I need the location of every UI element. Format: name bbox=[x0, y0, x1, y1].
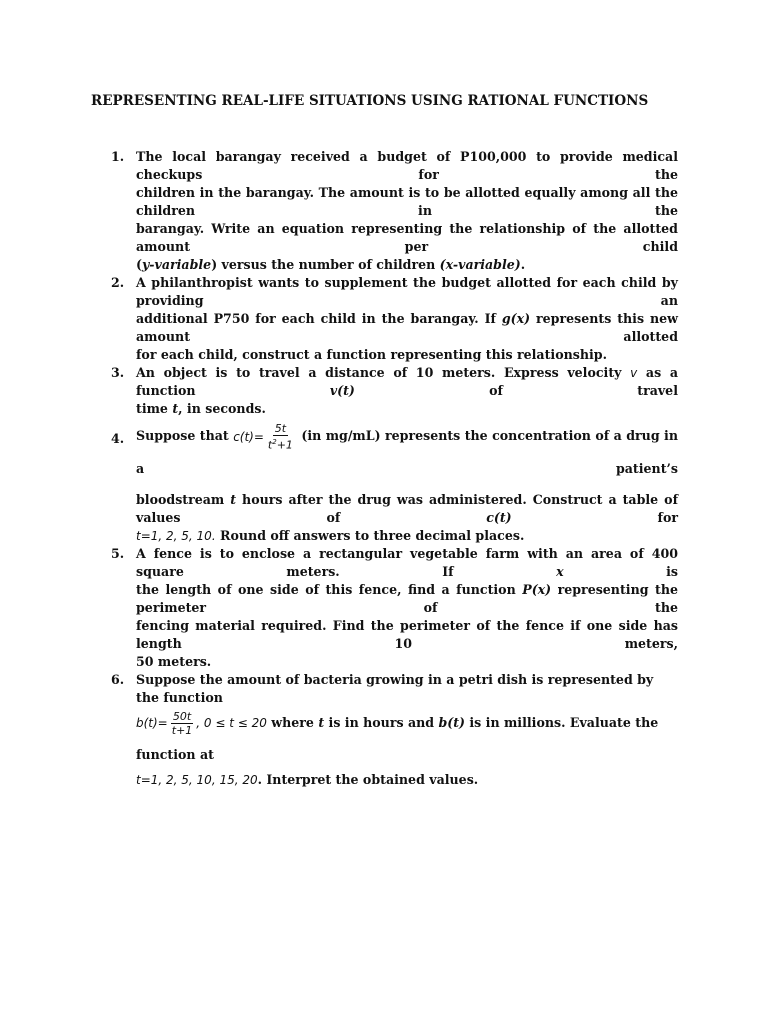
item-5-line-4: 50 meters. bbox=[136, 653, 212, 669]
list-item-3 bbox=[111, 364, 678, 418]
item-3-line-1: An object is to travel a distance of 10 meters. Express velocity v as a function v(t) of travel bbox=[136, 365, 678, 398]
item-5-line-3: fencing material required. Find the perimeter of the fence if one side has length 10 meters, bbox=[136, 617, 678, 651]
item-4-line-1: Suppose that c(t)= $\frac{5t}{t^2+1}$ (in mg/mL) represents the concentration of a drug in a patient’s bbox=[136, 421, 678, 476]
x-variable-text: (x-variable) bbox=[439, 257, 521, 272]
item-4-line-2: bloodstream t hours after the drug was administered. Construct a table of values of c(t) for bbox=[136, 491, 678, 525]
item-5-line-1: A fence is to enclose a rectangular vegetable farm with an area of 400 square meters. If x is bbox=[136, 545, 678, 579]
y-variable-text: y-variable bbox=[141, 257, 212, 272]
page-title: REPRESENTING REAL-LIFE SITUATIONS USING RATIONAL FUNCTIONS bbox=[91, 93, 649, 109]
v-variable: v bbox=[630, 366, 638, 380]
item-2-line-2: additional P750 for each child in the barangay. If g(x) represents this new amount allotted bbox=[136, 311, 679, 344]
list-item-6 bbox=[111, 671, 678, 790]
item-number: 3. bbox=[111, 365, 125, 380]
item-number: 6. bbox=[111, 671, 125, 687]
item-number: 5. bbox=[111, 545, 125, 561]
item-6-line-1: Suppose the amount of bacteria growing in a petri dish is represented by the function bbox=[136, 671, 654, 705]
list-item-4 bbox=[111, 420, 678, 545]
problem-list bbox=[111, 148, 678, 789]
item-3-line-2: time t, in seconds. bbox=[136, 401, 266, 416]
bacteria-formula: b(t)= $\frac{50t}{t+1}$ , 0 ≤ t ≤ 20 bbox=[136, 709, 267, 737]
item-2-line-1: A philanthropist wants to supplement the budget allotted for each child by providing an bbox=[136, 275, 678, 308]
v-of-t: v(t) bbox=[329, 383, 355, 398]
item-1-line-3: barangay. Write an equation representing the relationship of the allotted amount per child bbox=[136, 221, 678, 254]
item-6-line-3: t=1, 2, 5, 10, 15, 20. Interpret the obtained values. bbox=[136, 772, 479, 787]
item-1-line-1: The local barangay received a budget of P100,000 to provide medical checkups for the bbox=[136, 149, 678, 182]
item-5-line-2: the length of one side of this fence, find a function P(x) representing the perimeter of the bbox=[136, 581, 678, 615]
list-item-2 bbox=[111, 274, 678, 364]
item-2-line-3: for each child, construct a function representing this relationship. bbox=[136, 347, 607, 362]
item-number: 1. bbox=[111, 149, 125, 164]
p-of-x: P(x) bbox=[522, 581, 552, 597]
item-1-line-2: children in the barangay. The amount is to be allotted equally among all the children in the bbox=[136, 185, 678, 218]
concentration-formula: c(t)= $\frac{5t}{t^2+1}$ bbox=[233, 421, 293, 452]
list-item-1 bbox=[111, 148, 678, 274]
item-4-line-3: t=1, 2, 5, 10. Round off answers to three decimal places. bbox=[136, 527, 525, 543]
list-item-5 bbox=[111, 545, 678, 671]
item-6-line-2: b(t)= $\frac{50t}{t+1}$ , 0 ≤ t ≤ 20 where t is in hours and b(t) is in millions. Evaluate the function at bbox=[136, 707, 678, 772]
item-number: 2. bbox=[111, 275, 125, 290]
item-1-line-4: (y-variable) versus the number of children (x-variable). bbox=[136, 257, 526, 272]
item-number: 4. bbox=[111, 431, 125, 446]
g-of-x: g(x) bbox=[501, 311, 531, 326]
b-of-t: b(t) bbox=[438, 714, 466, 730]
c-of-t: c(t) bbox=[486, 509, 512, 525]
